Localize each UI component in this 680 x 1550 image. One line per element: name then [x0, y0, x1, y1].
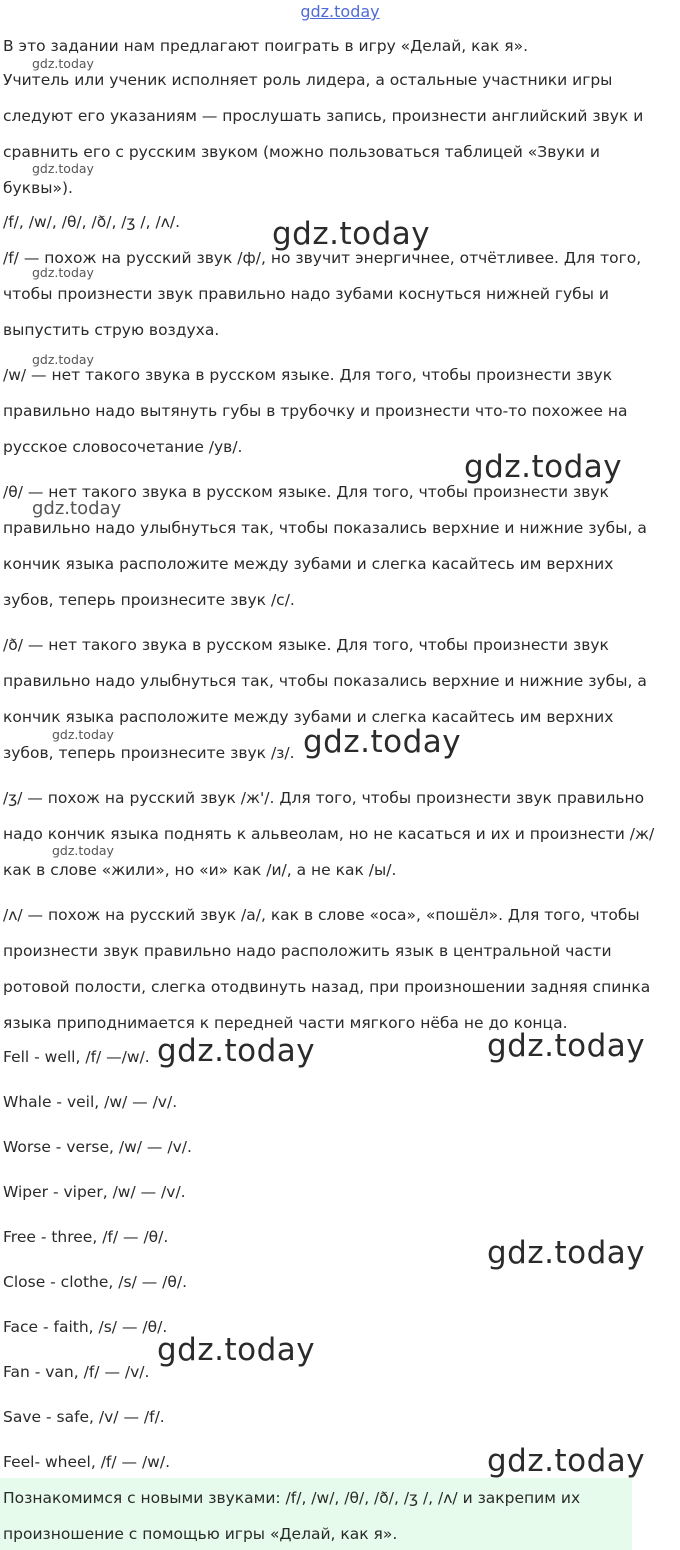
watermark-large: gdz.today — [487, 1235, 646, 1271]
site-header-link[interactable]: gdz.today — [300, 2, 380, 21]
description-line: ротовой полости, слегка отодвинуть назад, при произношении задняя спинка — [3, 978, 651, 996]
description-line: правильно надо вытянуть губы в трубочку и произнести что-то похожее на — [3, 402, 628, 420]
word-pair: Face - faith, /s/ — /θ/. — [3, 1318, 168, 1336]
watermark-large: gdz.today — [157, 1332, 316, 1368]
summary-line: Познакомимся с новыми звуками: /f/, /w/, /θ/, /ð/, /ʒ /, /ʌ/ и закрепим их — [3, 1489, 581, 1507]
description-line: произнести звук правильно надо расположить язык в центральной части — [3, 942, 612, 960]
intro-line: В это задании нам предлагают поиграть в игру «Делай, как я». — [3, 37, 529, 55]
description-line: /ð/ — нет такого звука в русском языке. Для того, чтобы произнести звук — [3, 636, 609, 654]
watermark: gdz.today — [32, 56, 94, 71]
watermark-large: gdz.today — [272, 216, 431, 252]
watermark: gdz.today — [32, 498, 122, 519]
word-pair: Save - safe, /v/ — /f/. — [3, 1408, 165, 1426]
watermark-large: gdz.today — [464, 449, 623, 485]
word-pair: Fan - van, /f/ — /v/. — [3, 1363, 150, 1381]
description-line: /θ/ — нет такого звука в русском языке. Для того, чтобы произнести звук — [3, 483, 609, 501]
watermark: gdz.today — [52, 843, 114, 858]
watermark: gdz.today — [32, 265, 94, 280]
word-pair: Free - three, /f/ — /θ/. — [3, 1228, 169, 1246]
description-line: надо кончик языка поднять к альвеолам, но не касаться и их и произнести /ж/ — [3, 825, 655, 843]
word-pair: Wiper - viper, /w/ — /v/. — [3, 1183, 186, 1201]
description-line: зубов, теперь произнесите звук /с/. — [3, 591, 295, 609]
intro-line: сравнить его с русским звуком (можно пользоваться таблицей «Звуки и — [3, 143, 600, 161]
word-pair: Fell - well, /f/ —/w/. — [3, 1048, 150, 1066]
sounds-list: /f/, /w/, /θ/, /ð/, /ʒ /, /ʌ/. — [3, 213, 181, 231]
description-line: кончик языка расположите между зубами и слегка касайтесь им верхних — [3, 708, 614, 726]
watermark: gdz.today — [52, 727, 114, 742]
description-line: /ʒ/ — похож на русский звук /ж'/. Для того, чтобы произнести звук правильно — [3, 789, 645, 807]
word-pair: Worse - verse, /w/ — /v/. — [3, 1138, 192, 1156]
watermark-large: gdz.today — [487, 1443, 646, 1479]
watermark-large: gdz.today — [487, 1028, 646, 1064]
summary-box — [0, 1478, 632, 1550]
description-line: чтобы произнести звук правильно надо зубами коснуться нижней губы и — [3, 285, 609, 303]
description-line: зубов, теперь произнесите звук /з/. — [3, 744, 295, 762]
intro-line: Учитель или ученик исполняет роль лидера, а остальные участники игры — [3, 71, 613, 89]
description-line: выпустить струю воздуха. — [3, 321, 220, 339]
description-line: правильно надо улыбнуться так, чтобы показались верхние и нижние зубы, а — [3, 672, 647, 690]
word-pair: Whale - veil, /w/ — /v/. — [3, 1093, 178, 1111]
watermark-large: gdz.today — [303, 724, 462, 760]
description-line: правильно надо улыбнуться так, чтобы показались верхние и нижние зубы, а — [3, 519, 647, 537]
summary-line: произношение с помощью игры «Делай, как я». — [3, 1525, 398, 1543]
word-pair: Close - clothe, /s/ — /θ/. — [3, 1273, 188, 1291]
word-pair: Feel- wheel, /f/ — /w/. — [3, 1453, 171, 1471]
description-line: кончик языка расположите между зубами и слегка касайтесь им верхних — [3, 555, 614, 573]
intro-line: буквы»). — [3, 179, 73, 197]
description-line: /f/ — похож на русский звук /ф/, но звучит энергичнее, отчётливее. Для того, — [3, 249, 642, 267]
watermark-large: gdz.today — [157, 1033, 316, 1069]
description-line: русское словосочетание /ув/. — [3, 438, 243, 456]
description-line: /w/ — нет такого звука в русском языке. Для того, чтобы произнести звук — [3, 366, 613, 384]
watermark: gdz.today — [32, 352, 94, 367]
description-line: языка приподнимается к передней части мягкого нёба не до конца. — [3, 1014, 568, 1032]
description-line: как в слове «жили», но «и» как /и/, а не как /ы/. — [3, 861, 397, 879]
description-line: /ʌ/ — похож на русский звук /а/, как в слове «оса», «пошёл». Для того, чтобы — [3, 906, 640, 924]
intro-line: следуют его указаниям — прослушать запись, произнести английский звук и — [3, 107, 644, 125]
watermark: gdz.today — [32, 161, 94, 176]
